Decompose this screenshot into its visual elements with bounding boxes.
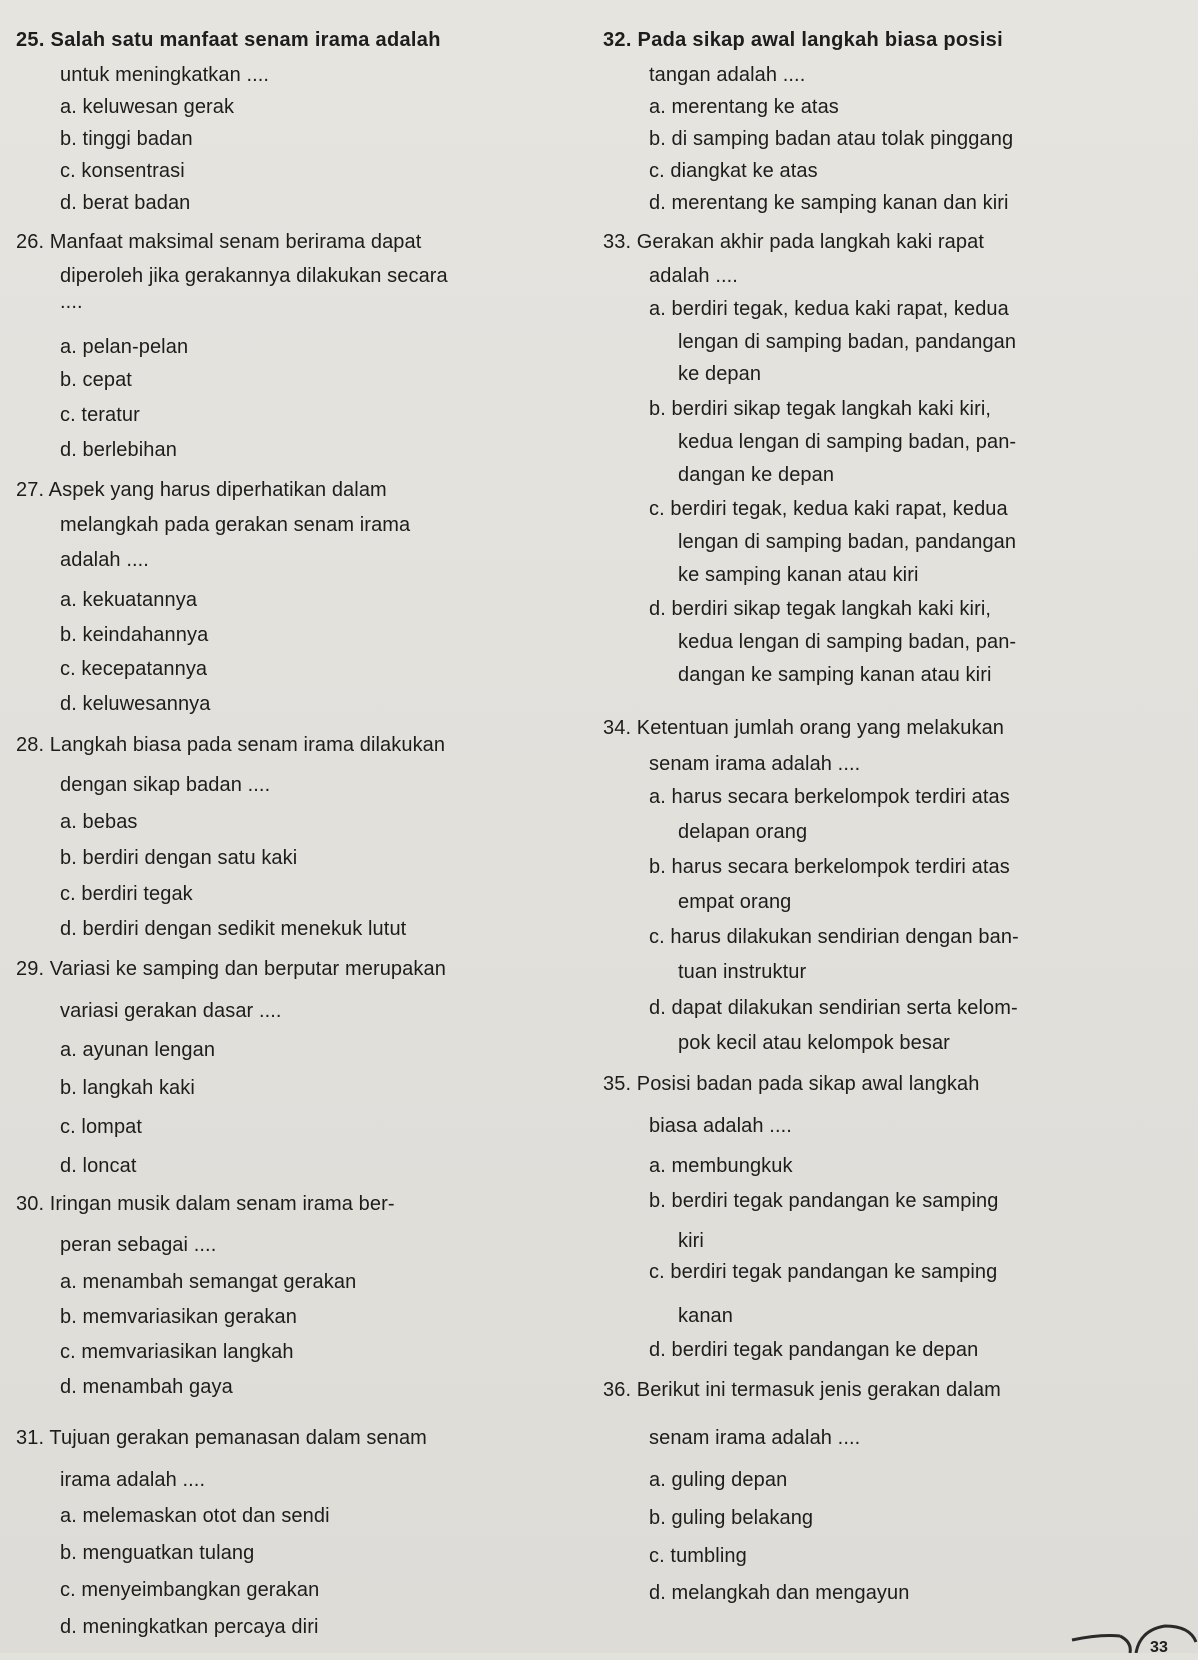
q28-stem-line1: 28. Langkah biasa pada senam irama dilakukan xyxy=(16,734,446,756)
q26-option-c: c. teratur xyxy=(60,404,140,426)
q31-option-c: c. menyeimbangkan gerakan xyxy=(60,1579,320,1601)
q32-option-b: b. di samping badan atau tolak pinggang xyxy=(649,128,1014,150)
q26-option-a: a. pelan-pelan xyxy=(60,336,189,358)
q31-stem-line1: 31. Tujuan gerakan pemanasan dalam senam xyxy=(16,1427,427,1449)
q28-option-d: d. berdiri dengan sedikit menekuk lutut xyxy=(60,918,407,940)
q33-option-a-line1: a. berdiri tegak, kedua kaki rapat, kedua xyxy=(649,298,1009,320)
q31-option-b: b. menguatkan tulang xyxy=(60,1542,255,1564)
q30-option-a: a. menambah semangat gerakan xyxy=(60,1271,357,1293)
q30-option-c: c. memvariasikan langkah xyxy=(60,1341,294,1363)
q35-option-d: d. berdiri tegak pandangan ke depan xyxy=(649,1339,979,1361)
q27-option-b: b. keindahannya xyxy=(60,624,209,646)
q33-stem-line2: adalah .... xyxy=(649,265,738,287)
q26-stem-line1: 26. Manfaat maksimal senam berirama dapat xyxy=(16,231,422,253)
q33-option-a-line3: ke depan xyxy=(678,363,762,385)
q26-option-d: d. berlebihan xyxy=(60,439,177,461)
q33-option-a-line2: lengan di samping badan, pandangan xyxy=(678,331,1017,353)
q33-option-b-line3: dangan ke depan xyxy=(678,464,835,486)
q25-option-d: d. berat badan xyxy=(60,192,191,214)
q33-option-d-line2: kedua lengan di samping badan, pan- xyxy=(678,631,1017,653)
q34-option-d-line1: d. dapat dilakukan sendirian serta kelom- xyxy=(649,997,1018,1019)
q36-option-d: d. melangkah dan mengayun xyxy=(649,1582,910,1604)
q34-option-c-line2: tuan instruktur xyxy=(678,961,807,983)
q36-option-c: c. tumbling xyxy=(649,1545,747,1567)
q33-option-d-line3: dangan ke samping kanan atau kiri xyxy=(678,664,992,686)
q25-stem-line2: untuk meningkatkan .... xyxy=(60,64,270,86)
q27-option-c: c. kecepatannya xyxy=(60,658,208,680)
page-number: 33 xyxy=(1150,1639,1168,1656)
q26-option-b: b. cepat xyxy=(60,369,132,391)
q35-option-c-line1: c. berdiri tegak pandangan ke samping xyxy=(649,1261,998,1283)
q34-option-c-line1: c. harus dilakukan sendirian dengan ban- xyxy=(649,926,1019,948)
q29-option-b: b. langkah kaki xyxy=(60,1077,195,1099)
q35-option-c-line2: kanan xyxy=(678,1305,733,1327)
q27-option-a: a. kekuatannya xyxy=(60,589,198,611)
q27-stem-line3: adalah .... xyxy=(60,549,149,571)
q28-stem-line2: dengan sikap badan .... xyxy=(60,774,271,796)
q36-stem-line2: senam irama adalah .... xyxy=(649,1427,861,1449)
q35-stem-line1: 35. Posisi badan pada sikap awal langkah xyxy=(603,1073,980,1095)
q28-option-a: a. bebas xyxy=(60,811,138,833)
q26-stem-line3: .... xyxy=(60,291,83,313)
q27-option-d: d. keluwesannya xyxy=(60,693,211,715)
q30-stem-line2: peran sebagai .... xyxy=(60,1234,217,1256)
q34-option-b-line2: empat orang xyxy=(678,891,792,913)
page-corner-ornament xyxy=(1070,1612,1198,1653)
q28-option-c: c. berdiri tegak xyxy=(60,883,193,905)
q34-stem-line2: senam irama adalah .... xyxy=(649,753,861,775)
q34-option-b-line1: b. harus secara berkelompok terdiri atas xyxy=(649,856,1010,878)
q29-stem-line1: 29. Variasi ke samping dan berputar merupakan xyxy=(16,958,446,980)
q34-option-a-line2: delapan orang xyxy=(678,821,808,843)
q34-option-a-line1: a. harus secara berkelompok terdiri atas xyxy=(649,786,1010,808)
q35-option-b-line1: b. berdiri tegak pandangan ke samping xyxy=(649,1190,999,1212)
q25-stem-line1: 25. Salah satu manfaat senam irama adalah xyxy=(16,29,441,51)
q25-option-c: c. konsentrasi xyxy=(60,160,185,182)
q35-stem-line2: biasa adalah .... xyxy=(649,1115,792,1137)
q29-option-a: a. ayunan lengan xyxy=(60,1039,216,1061)
q32-stem-line1: 32. Pada sikap awal langkah biasa posisi xyxy=(603,29,1003,51)
q25-option-a: a. keluwesan gerak xyxy=(60,96,235,118)
q30-option-b: b. memvariasikan gerakan xyxy=(60,1306,297,1328)
q32-option-a: a. merentang ke atas xyxy=(649,96,839,118)
q33-option-b-line1: b. berdiri sikap tegak langkah kaki kiri, xyxy=(649,398,992,420)
q29-stem-line2: variasi gerakan dasar .... xyxy=(60,1000,282,1022)
q35-option-b-line2: kiri xyxy=(678,1230,704,1252)
q34-option-d-line2: pok kecil atau kelompok besar xyxy=(678,1032,950,1054)
q33-option-d-line1: d. berdiri sikap tegak langkah kaki kiri, xyxy=(649,598,992,620)
q33-option-c-line3: ke samping kanan atau kiri xyxy=(678,564,919,586)
q31-stem-line2: irama adalah .... xyxy=(60,1469,206,1491)
q36-stem-line1: 36. Berikut ini termasuk jenis gerakan dalam xyxy=(603,1379,1001,1401)
q33-option-c-line2: lengan di samping badan, pandangan xyxy=(678,531,1017,553)
q34-stem-line1: 34. Ketentuan jumlah orang yang melakukan xyxy=(603,717,1005,739)
q36-option-a: a. guling depan xyxy=(649,1469,788,1491)
q30-option-d: d. menambah gaya xyxy=(60,1376,233,1398)
q29-option-d: d. loncat xyxy=(60,1155,137,1177)
q32-stem-line2: tangan adalah .... xyxy=(649,64,806,86)
q32-option-d: d. merentang ke samping kanan dan kiri xyxy=(649,192,1009,214)
q35-option-a: a. membungkuk xyxy=(649,1155,793,1177)
q25-option-b: b. tinggi badan xyxy=(60,128,193,150)
q30-stem-line1: 30. Iringan musik dalam senam irama ber- xyxy=(16,1193,395,1215)
q29-option-c: c. lompat xyxy=(60,1116,143,1138)
q31-option-d: d. meningkatkan percaya diri xyxy=(60,1616,319,1638)
q33-option-b-line2: kedua lengan di samping badan, pan- xyxy=(678,431,1017,453)
q33-option-c-line1: c. berdiri tegak, kedua kaki rapat, kedua xyxy=(649,498,1008,520)
q28-option-b: b. berdiri dengan satu kaki xyxy=(60,847,298,869)
q36-option-b: b. guling belakang xyxy=(649,1507,814,1529)
q31-option-a: a. melemaskan otot dan sendi xyxy=(60,1505,330,1527)
q26-stem-line2: diperoleh jika gerakannya dilakukan secara xyxy=(60,265,448,287)
q33-stem-line1: 33. Gerakan akhir pada langkah kaki rapat xyxy=(603,231,985,253)
q27-stem-line2: melangkah pada gerakan senam irama xyxy=(60,514,411,536)
q27-stem-line1: 27. Aspek yang harus diperhatikan dalam xyxy=(16,479,387,501)
q32-option-c: c. diangkat ke atas xyxy=(649,160,818,182)
